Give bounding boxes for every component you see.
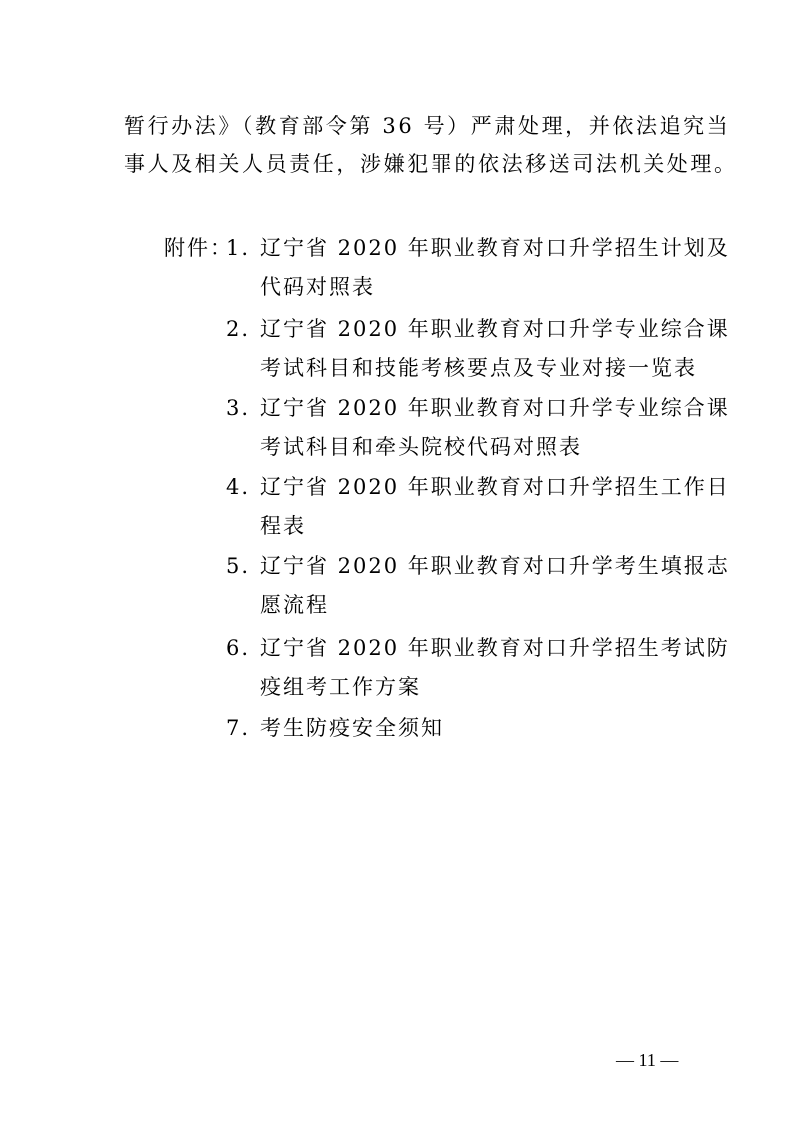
attachment-number: 1. — [226, 236, 251, 260]
attachment-title-line-1: 辽宁省 2020 年职业教育对口升学专业综合课 — [260, 317, 730, 341]
attachment-title-line-1: 辽宁省 2020 年职业教育对口升学考生填报志 — [260, 554, 730, 578]
attachment-title-line-2: 代码对照表 — [260, 275, 375, 299]
attachment-number: 5. — [226, 554, 251, 578]
attachment-title-line-1: 辽宁省 2020 年职业教育对口升学招生工作日 — [260, 475, 730, 499]
paragraph-line-2: 事人及相关人员责任，涉嫌犯罪的依法移送司法机关处理。 — [124, 152, 738, 176]
paragraph-line-1: 暂行办法》（教育部令第 36 号）严肃处理，并依法追究当 — [124, 114, 731, 138]
attachment-number: 7. — [226, 716, 251, 740]
attachment-number: 6. — [226, 636, 251, 660]
attachment-number: 2. — [226, 317, 251, 341]
attachments-heading: 附件： — [164, 236, 233, 260]
attachment-number: 4. — [226, 475, 251, 499]
attachment-title-line-1: 辽宁省 2020 年职业教育对口升学招生计划及 — [260, 236, 730, 260]
attachment-title-line-2: 考试科目和牵头院校代码对照表 — [260, 435, 582, 459]
page-number: — 11 — — [616, 1050, 679, 1070]
attachment-title-line-1: 辽宁省 2020 年职业教育对口升学专业综合课 — [260, 396, 730, 420]
attachment-title-line-1: 考生防疫安全须知 — [260, 716, 444, 740]
attachment-title-line-1: 辽宁省 2020 年职业教育对口升学招生考试防 — [260, 636, 730, 660]
attachment-title-line-2: 疫组考工作方案 — [260, 675, 421, 699]
attachment-title-line-2: 愿流程 — [260, 593, 329, 617]
attachment-title-line-2: 程表 — [260, 514, 306, 538]
attachment-number: 3. — [226, 396, 251, 420]
attachment-title-line-2: 考试科目和技能考核要点及专业对接一览表 — [260, 356, 697, 380]
